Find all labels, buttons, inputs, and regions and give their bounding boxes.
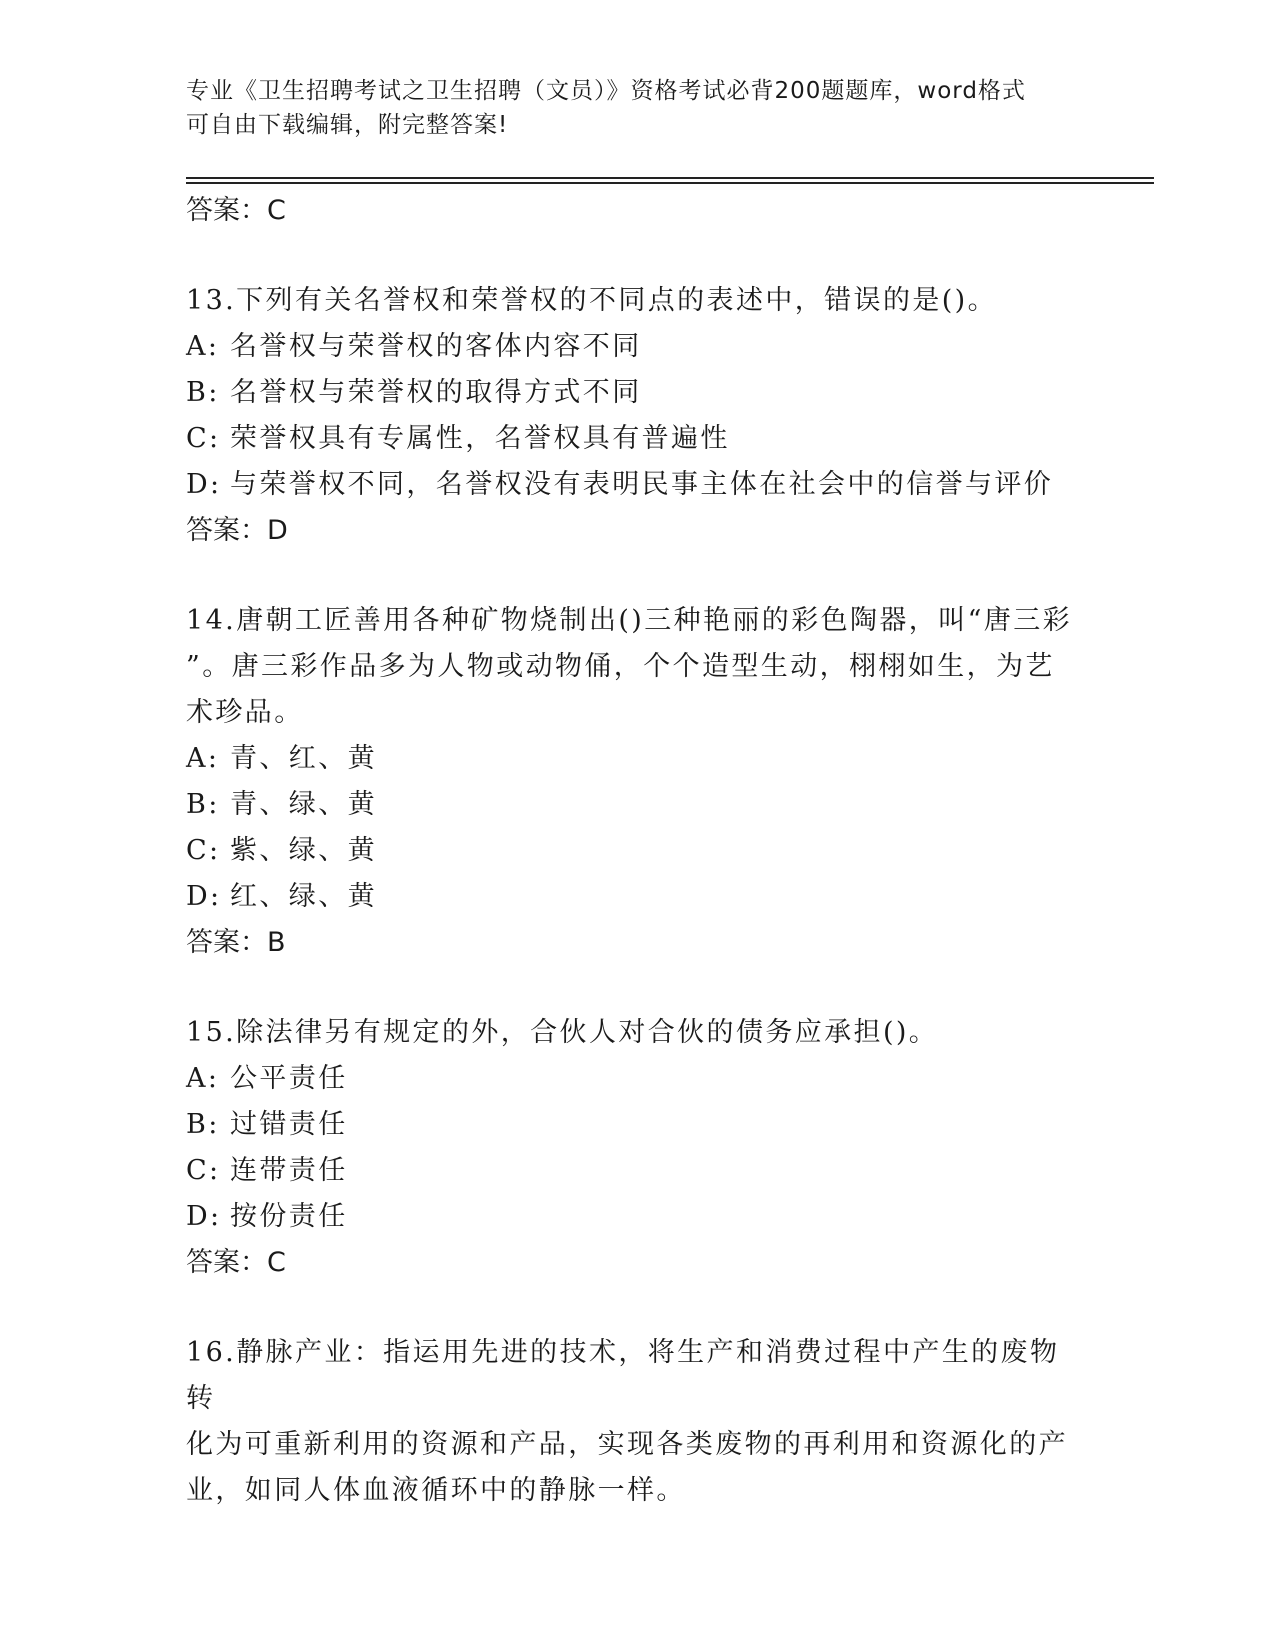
- option-letter: A:: [186, 1063, 220, 1094]
- option-a: [186, 1056, 1086, 1102]
- option-b: [186, 1102, 1086, 1148]
- header-line-2: 可自由下载编辑，附完整答案!: [186, 112, 509, 138]
- option-text: 紫、绿、黄: [230, 835, 377, 866]
- spacer: [186, 554, 1086, 598]
- question-text: ”。唐三彩作品多为人物或动物俑，个个造型生动，栩栩如生，为艺: [186, 651, 1055, 682]
- header-rule-top: [186, 177, 1154, 179]
- option-text: 按份责任: [230, 1201, 348, 1232]
- question-block: [186, 1010, 1086, 1286]
- option-letter: D:: [186, 881, 222, 912]
- option-text: 名誉权与荣誉权的取得方式不同: [230, 377, 642, 408]
- option-text: 青、绿、黄: [230, 789, 377, 820]
- question-text: 13.下列有关名誉权和荣誉权的不同点的表述中，错误的是()。: [186, 285, 998, 316]
- option-letter: A:: [186, 743, 220, 774]
- question-text: 16.静脉产业：指运用先进的技术，将生产和消费过程中产生的废物转: [186, 1337, 1060, 1414]
- spacer: [186, 966, 1086, 1010]
- option-a: [186, 324, 1086, 370]
- option-text: 名誉权与荣誉权的客体内容不同: [230, 331, 642, 362]
- option-text: 青、红、黄: [230, 743, 377, 774]
- option-b: [186, 370, 1086, 416]
- option-text: 公平责任: [230, 1063, 348, 1094]
- option-b: [186, 782, 1086, 828]
- option-letter: D:: [186, 469, 222, 500]
- option-text: 红、绿、黄: [230, 881, 377, 912]
- option-d: [186, 874, 1086, 920]
- document-header: [186, 74, 1086, 142]
- option-text: 与荣誉权不同，名誉权没有表明民事主体在社会中的信誉与评价: [230, 469, 1054, 500]
- option-letter: B:: [186, 789, 220, 820]
- answer-line: 答案：B: [186, 927, 286, 958]
- document-body: [186, 188, 1086, 1514]
- option-a: [186, 736, 1086, 782]
- question-text: 术珍品。: [186, 697, 304, 728]
- option-text: 过错责任: [230, 1109, 348, 1140]
- option-letter: C:: [186, 1155, 221, 1186]
- header-line-1: 专业《卫生招聘考试之卫生招聘（文员）》资格考试必背200题题库，word格式: [186, 78, 1026, 104]
- answer-line: 答案：C: [186, 195, 286, 226]
- question-text: 15.除法律另有规定的外，合伙人对合伙的债务应承担()。: [186, 1017, 939, 1048]
- question-text: 14.唐朝工匠善用各种矿物烧制出()三种艳丽的彩色陶器，叫“唐三彩: [186, 605, 1073, 636]
- answer-line: 答案：D: [186, 515, 288, 546]
- question-block: [186, 278, 1086, 554]
- option-letter: B:: [186, 1109, 220, 1140]
- option-letter: B:: [186, 377, 220, 408]
- option-letter: C:: [186, 423, 221, 454]
- question-block: [186, 1330, 1086, 1514]
- option-letter: A:: [186, 331, 220, 362]
- spacer: [186, 1286, 1086, 1330]
- option-c: [186, 1148, 1086, 1194]
- option-d: [186, 462, 1086, 508]
- option-letter: D:: [186, 1201, 222, 1232]
- question-text: 化为可重新利用的资源和产品，实现各类废物的再利用和资源化的产: [186, 1429, 1068, 1460]
- option-d: [186, 1194, 1086, 1240]
- question-text: 业，如同人体血液循环中的静脉一样。: [186, 1475, 686, 1506]
- question-block: [186, 598, 1086, 966]
- option-letter: C:: [186, 835, 221, 866]
- header-rule-bottom: [186, 182, 1154, 184]
- option-c: [186, 828, 1086, 874]
- spacer: [186, 234, 1086, 278]
- option-text: 连带责任: [230, 1155, 348, 1186]
- answer-line: 答案：C: [186, 1247, 286, 1278]
- option-text: 荣誉权具有专属性，名誉权具有普遍性: [230, 423, 730, 454]
- option-c: [186, 416, 1086, 462]
